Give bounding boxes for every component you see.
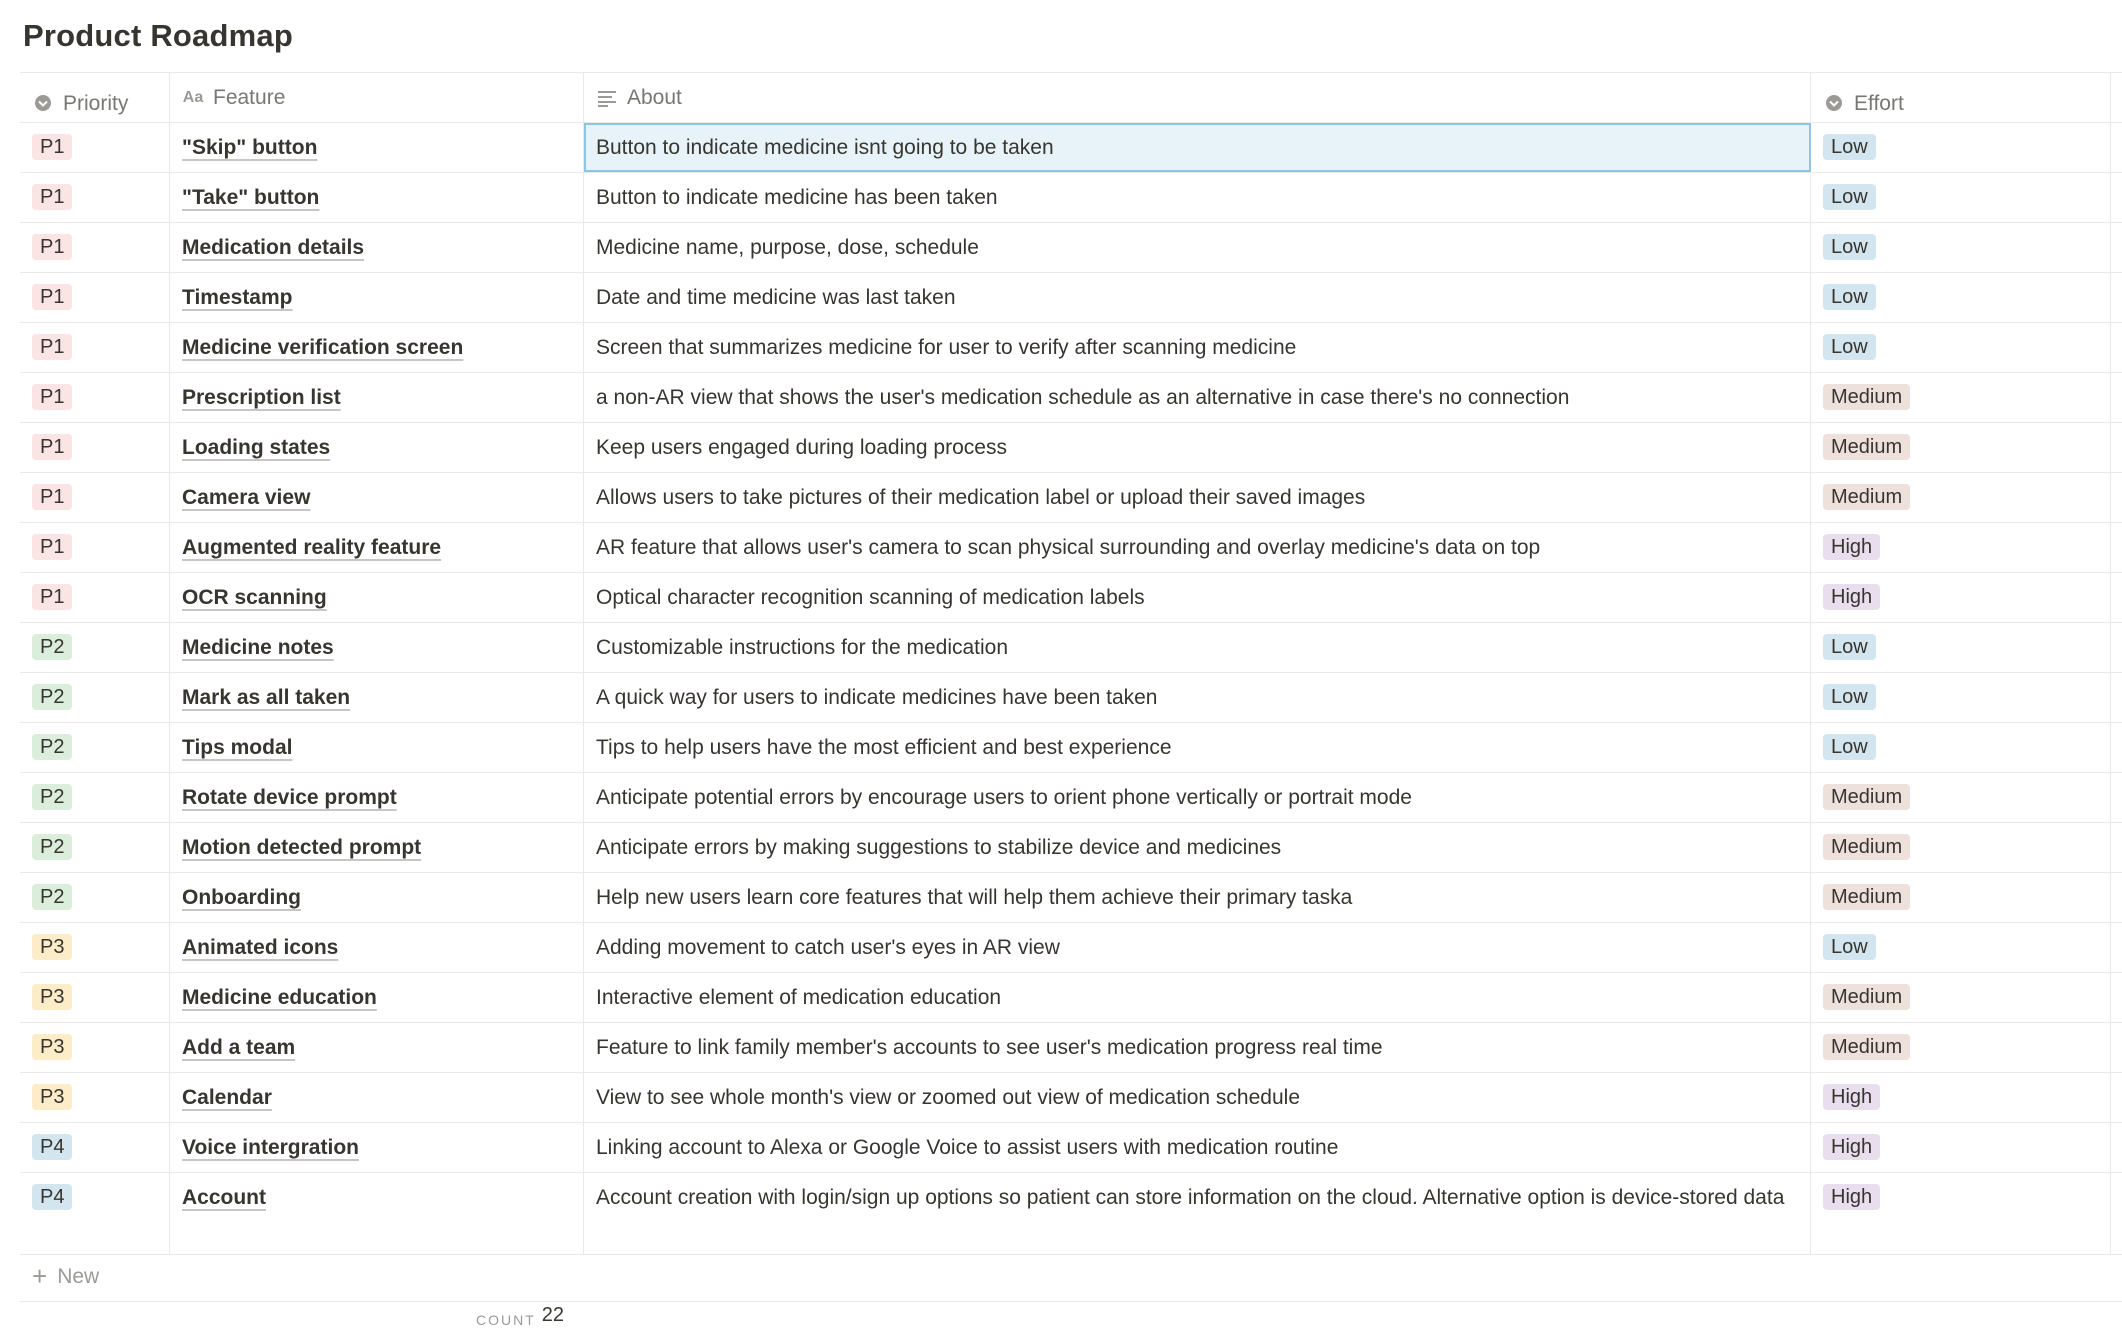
feature-title[interactable]: Tips modal [182,736,293,759]
column-spacer [2111,173,2122,222]
priority-cell[interactable] [20,423,170,472]
priority-cell[interactable] [20,323,170,372]
about-text: Help new users learn core features that will help them achieve their primary taska [596,886,1353,909]
column-spacer [2111,873,2122,922]
priority-tag: P1 [32,334,72,360]
feature-cell[interactable] [170,1173,584,1254]
column-header-effort[interactable]: Effort [1811,73,2111,122]
table-row [20,1023,2122,1073]
about-text: Medicine name, purpose, dose, schedule [596,236,979,259]
feature-cell[interactable] [170,223,584,272]
feature-cell[interactable] [170,423,584,472]
effort-cell[interactable] [1811,323,2111,372]
about-text: Anticipate potential errors by encourage users to orient phone vertically or portrait mode [596,786,1412,809]
feature-title[interactable]: Onboarding [182,886,301,909]
effort-cell[interactable] [1811,1173,2111,1254]
feature-title[interactable]: Account [182,1186,266,1209]
priority-cell[interactable] [20,823,170,872]
priority-tag: P1 [32,584,72,610]
about-text: Linking account to Alexa or Google Voice to assist users with medication routine [596,1136,1339,1159]
about-text: Anticipate errors by making suggestions to stabilize device and medicines [596,836,1282,859]
effort-cell[interactable] [1811,973,2111,1022]
about-text: Account creation with login/sign up options so patient can store information on the cloud. Alternative option is device-stored data [596,1186,1785,1209]
column-spacer [2111,323,2122,372]
feature-cell[interactable] [170,573,584,622]
priority-cell[interactable] [20,123,170,172]
effort-tag: Medium [1823,434,1910,460]
about-text: Allows users to take pictures of their medication label or upload their saved images [596,486,1366,509]
column-spacer [2111,723,2122,772]
feature-cell[interactable] [170,523,584,572]
paragraph-icon [596,87,618,109]
column-spacer [2111,1023,2122,1072]
about-cell[interactable] [584,273,1811,322]
effort-cell[interactable] [1811,223,2111,272]
column-spacer [2111,123,2122,172]
feature-cell[interactable] [170,123,584,172]
priority-tag: P1 [32,184,72,210]
table-row [20,973,2122,1023]
feature-title[interactable]: Medicine verification screen [182,336,464,359]
effort-tag: Medium [1823,484,1910,510]
feature-cell[interactable] [170,773,584,822]
priority-cell[interactable] [20,923,170,972]
priority-cell[interactable] [20,723,170,772]
priority-tag: P2 [32,884,72,910]
priority-tag: P1 [32,434,72,460]
about-text: a non-AR view that shows the user's medication schedule as an alternative in case there's no connection [596,386,1570,409]
feature-cell[interactable] [170,323,584,372]
column-header-about[interactable]: About [584,73,1811,122]
feature-title[interactable]: Prescription list [182,386,341,409]
table-row [20,1073,2122,1123]
column-spacer [2111,373,2122,422]
about-cell[interactable] [584,823,1811,872]
column-spacer [2111,1173,2122,1254]
feature-cell[interactable] [170,673,584,722]
table-row [20,673,2122,723]
effort-cell[interactable] [1811,373,2111,422]
feature-title[interactable]: Voice intergration [182,1136,359,1159]
column-spacer [2111,623,2122,672]
feature-title[interactable]: Loading states [182,436,331,459]
effort-tag: Low [1823,134,1876,160]
about-cell[interactable] [584,673,1811,722]
select-icon [1823,92,1845,114]
column-spacer [2111,223,2122,272]
effort-cell[interactable] [1811,823,2111,872]
feature-cell[interactable] [170,1123,584,1172]
table-row [20,1173,2122,1255]
priority-cell[interactable] [20,1173,170,1254]
effort-cell[interactable] [1811,923,2111,972]
column-spacer [2111,273,2122,322]
about-text: Adding movement to catch user's eyes in AR view [596,936,1060,959]
effort-cell[interactable] [1811,123,2111,172]
about-cell[interactable] [584,973,1811,1022]
table-row [20,223,2122,273]
effort-cell[interactable] [1811,773,2111,822]
column-header-priority[interactable]: Priority [20,73,170,122]
table-row [20,623,2122,673]
table-row [20,573,2122,623]
priority-cell[interactable] [20,873,170,922]
priority-cell[interactable] [20,173,170,222]
about-cell[interactable] [584,773,1811,822]
about-text: Keep users engaged during loading process [596,436,1007,459]
feature-title[interactable]: Add a team [182,1036,296,1059]
feature-title[interactable]: "Skip" button [182,136,318,159]
column-spacer [2111,823,2122,872]
table-row [20,473,2122,523]
priority-tag: P2 [32,784,72,810]
effort-tag: Medium [1823,984,1910,1010]
table-row [20,873,2122,923]
feature-cell[interactable] [170,1023,584,1072]
feature-title[interactable]: Medication details [182,236,365,259]
priority-tag: P3 [32,984,72,1010]
about-text: Tips to help users have the most efficient and best experience [596,736,1172,759]
about-cell[interactable] [584,523,1811,572]
effort-cell[interactable] [1811,573,2111,622]
about-cell[interactable] [584,623,1811,672]
effort-cell[interactable] [1811,673,2111,722]
priority-tag: P1 [32,134,72,160]
effort-tag: Low [1823,234,1876,260]
roadmap-table [20,72,2122,1255]
plus-icon: + [32,1261,48,1291]
table-row [20,423,2122,473]
feature-title[interactable]: OCR scanning [182,586,327,609]
about-text: Button to indicate medicine has been taken [596,186,998,209]
feature-title[interactable]: Calendar [182,1086,272,1109]
column-spacer [2111,773,2122,822]
effort-tag: Low [1823,684,1876,710]
effort-tag: Medium [1823,384,1910,410]
column-spacer [2111,923,2122,972]
feature-title[interactable]: Rotate device prompt [182,786,397,809]
column-spacer [2111,473,2122,522]
feature-title[interactable]: Mark as all taken [182,686,351,709]
feature-title[interactable]: Medicine notes [182,636,334,659]
table-row [20,173,2122,223]
priority-tag: P2 [32,834,72,860]
about-cell[interactable] [584,423,1811,472]
effort-tag: Low [1823,184,1876,210]
about-cell[interactable] [584,123,1811,172]
priority-tag: P3 [32,1034,72,1060]
effort-tag: Low [1823,734,1876,760]
priority-tag: P1 [32,284,72,310]
table-row [20,523,2122,573]
feature-title[interactable]: Animated icons [182,936,339,959]
priority-tag: P3 [32,1084,72,1110]
priority-cell[interactable] [20,773,170,822]
about-cell[interactable] [584,223,1811,272]
priority-tag: P1 [32,534,72,560]
feature-title[interactable]: Medicine education [182,986,377,1009]
feature-cell[interactable] [170,373,584,422]
priority-tag: P2 [32,734,72,760]
about-text: Interactive element of medication education [596,986,1002,1009]
feature-cell[interactable] [170,273,584,322]
effort-tag: High [1823,584,1880,610]
effort-tag: High [1823,1084,1880,1110]
effort-cell[interactable] [1811,273,2111,322]
column-spacer [2111,573,2122,622]
priority-tag: P1 [32,384,72,410]
feature-cell[interactable] [170,923,584,972]
table-row [20,773,2122,823]
about-text: Optical character recognition scanning of medication labels [596,586,1145,609]
about-cell[interactable] [584,323,1811,372]
effort-tag: Low [1823,634,1876,660]
feature-cell[interactable] [170,873,584,922]
effort-cell[interactable] [1811,473,2111,522]
about-cell[interactable] [584,723,1811,772]
effort-tag: Low [1823,934,1876,960]
about-cell[interactable] [584,923,1811,972]
effort-cell[interactable] [1811,523,2111,572]
effort-tag: High [1823,1134,1880,1160]
feature-title[interactable]: Motion detected prompt [182,836,422,859]
effort-tag: Medium [1823,834,1910,860]
priority-cell[interactable] [20,223,170,272]
table-row [20,923,2122,973]
priority-tag: P3 [32,934,72,960]
column-spacer [2111,73,2122,122]
table-row [20,273,2122,323]
effort-cell[interactable] [1811,1123,2111,1172]
table-row [20,823,2122,873]
priority-cell[interactable] [20,1073,170,1122]
about-text: AR feature that allows user's camera to scan physical surrounding and overlay medicine's data on top [596,536,1541,559]
effort-cell[interactable] [1811,723,2111,772]
effort-cell[interactable] [1811,1023,2111,1072]
effort-tag: Medium [1823,1034,1910,1060]
column-spacer [2111,1073,2122,1122]
effort-tag: High [1823,534,1880,560]
feature-cell[interactable] [170,173,584,222]
table-row [20,723,2122,773]
priority-cell[interactable] [20,573,170,622]
effort-tag: High [1823,1184,1880,1210]
about-text: View to see whole month's view or zoomed out view of medication schedule [596,1086,1300,1109]
new-row-button[interactable]: + New [20,1252,2122,1302]
about-cell[interactable] [584,1173,1811,1254]
priority-cell[interactable] [20,1123,170,1172]
priority-cell[interactable] [20,373,170,422]
table-row [20,123,2122,173]
about-text: Screen that summarizes medicine for user to verify after scanning medicine [596,336,1297,359]
about-text: Date and time medicine was last taken [596,286,956,309]
table-header [20,73,2122,123]
about-cell[interactable] [584,1123,1811,1172]
priority-cell[interactable] [20,1023,170,1072]
column-spacer [2111,1123,2122,1172]
about-cell[interactable] [584,173,1811,222]
about-text: A quick way for users to indicate medicines have been taken [596,686,1158,709]
effort-tag: Low [1823,334,1876,360]
priority-cell[interactable] [20,623,170,672]
about-text: Button to indicate medicine isnt going to be taken [596,136,1054,159]
effort-tag: Medium [1823,784,1910,810]
priority-tag: P1 [32,234,72,260]
column-header-feature[interactable]: Aa Feature [170,73,584,122]
select-icon [32,92,54,114]
feature-cell[interactable] [170,1073,584,1122]
priority-cell[interactable] [20,523,170,572]
column-spacer [2111,423,2122,472]
about-cell[interactable] [584,573,1811,622]
effort-cell[interactable] [1811,623,2111,672]
text-type-icon: Aa [182,89,204,106]
effort-tag: Medium [1823,884,1910,910]
priority-tag: P1 [32,484,72,510]
priority-tag: P2 [32,634,72,660]
priority-tag: P2 [32,684,72,710]
about-text: Customizable instructions for the medication [596,636,1009,659]
table-row [20,1123,2122,1173]
column-spacer [2111,673,2122,722]
effort-cell[interactable] [1811,173,2111,222]
priority-cell[interactable] [20,673,170,722]
about-text: Feature to link family member's accounts to see user's medication progress real time [596,1036,1383,1059]
feature-cell[interactable] [170,473,584,522]
feature-cell[interactable] [170,823,584,872]
about-cell[interactable] [584,873,1811,922]
priority-cell[interactable] [20,973,170,1022]
priority-cell[interactable] [20,473,170,522]
effort-tag: Low [1823,284,1876,310]
column-spacer [2111,973,2122,1022]
effort-cell[interactable] [1811,873,2111,922]
priority-cell[interactable] [20,273,170,322]
feature-title[interactable]: "Take" button [182,186,320,209]
table-row [20,373,2122,423]
about-cell[interactable] [584,1023,1811,1072]
feature-title[interactable]: Camera view [182,486,311,509]
about-cell[interactable] [584,473,1811,522]
feature-cell[interactable] [170,623,584,672]
count-footer[interactable]: COUNT 22 [476,1304,565,1328]
feature-cell[interactable] [170,973,584,1022]
about-cell[interactable] [584,373,1811,422]
effort-cell[interactable] [1811,1073,2111,1122]
feature-cell[interactable] [170,723,584,772]
priority-tag: P4 [32,1134,72,1160]
feature-title[interactable]: Timestamp [182,286,293,309]
column-spacer [2111,523,2122,572]
table-row [20,323,2122,373]
priority-tag: P4 [32,1184,72,1210]
feature-title[interactable]: Augmented reality feature [182,536,442,559]
effort-cell[interactable] [1811,423,2111,472]
about-cell[interactable] [584,1073,1811,1122]
page-title: Product Roadmap [23,18,293,53]
